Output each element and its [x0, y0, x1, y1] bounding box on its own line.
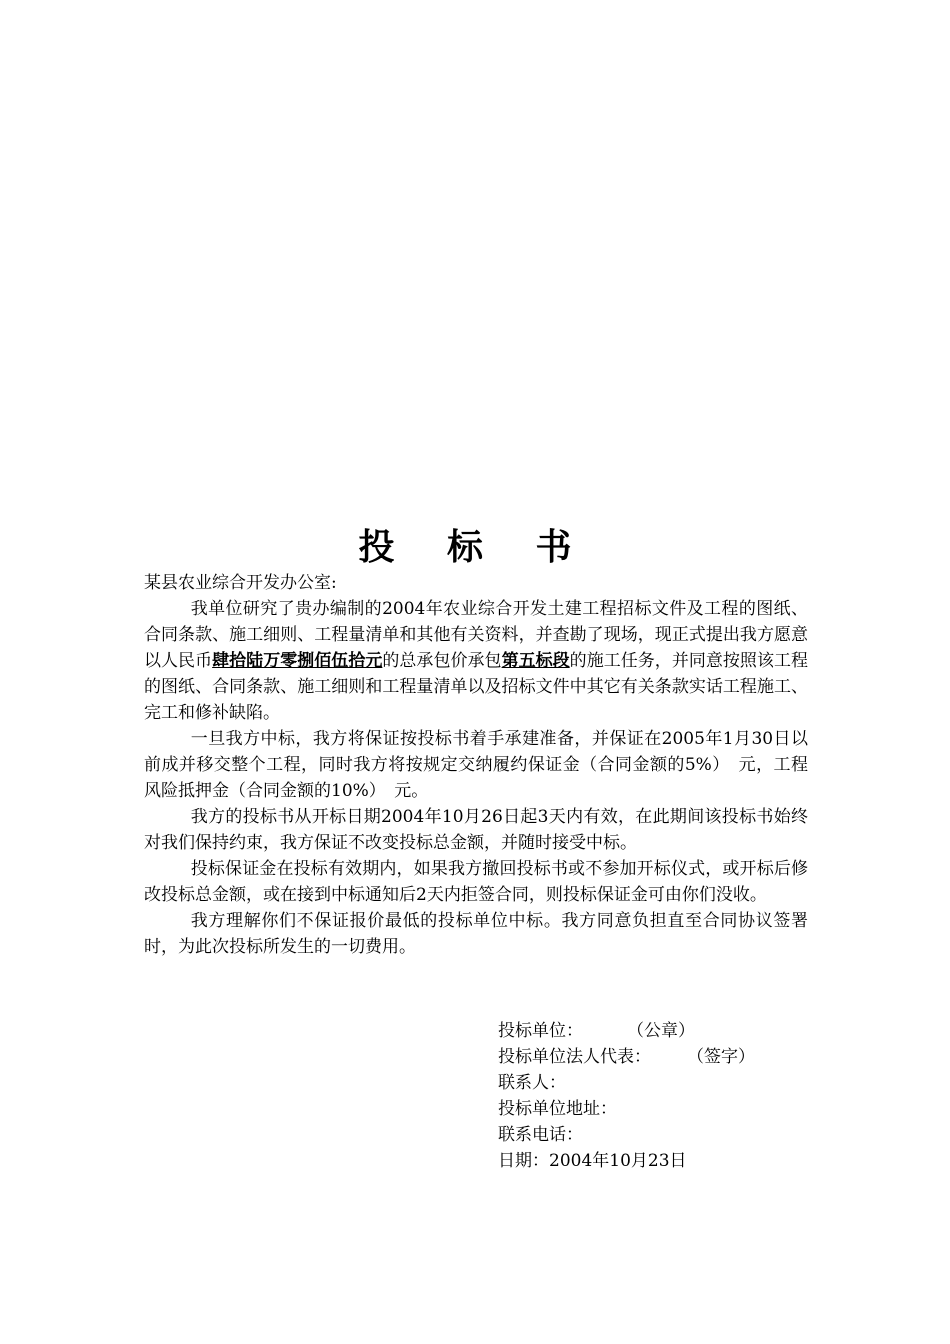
paragraph-1-pre: 我单位研究了贵办编制的2004年农业综合开发土建工程招标文件及工程的图纸、合同条款、施工细则、工程量清单和其他有关资料，并查勘了现场，现正式提出我方愿意以人民币 [144, 599, 808, 671]
document-title: 投 标 书 [358, 526, 592, 568]
bidder-line [498, 1018, 798, 1044]
phone-line: 联系电话： [498, 1125, 583, 1145]
bidder-label: 投标单位： [498, 1021, 583, 1041]
addressee: 某县农业综合开发办公室: [144, 573, 337, 593]
paragraph-1-mid: 的总承包价承包 [382, 651, 502, 671]
document-body [144, 570, 808, 960]
paragraph-3: 我方的投标书从开标日期2004年10月26日起3天内有效，在此期间该投标书始终对我们保持约束，我方保证不改变投标总金额，并随时接受中标。 [144, 807, 808, 853]
paragraph-5: 我方理解你们不保证报价最低的投标单位中标。我方同意负担直至合同协议签署时，为此次投标所发生的一切费用。 [144, 911, 808, 957]
date-line: 日期：2004年10月23日 [498, 1151, 687, 1171]
paragraph-4: 投标保证金在投标有效期内，如果我方撤回投标书或不参加开标仪式，或开标后修改投标总金额，或在接到中标通知后2天内拒签合同，则投标保证金可由你们没收。 [144, 859, 808, 905]
paragraph-1 [144, 596, 808, 726]
paragraph-1-post: 的施工任务，并同意按照该工程的图纸、合同条款、施工细则和工程量清单以及招标文件中其它有关条款实话工程施工、完工和修补缺陷。 [144, 651, 809, 723]
bidder-seal: （公章） [627, 1021, 695, 1041]
representative-label: 投标单位法人代表： [498, 1047, 651, 1067]
bid-section: 第五标段 [501, 651, 570, 671]
representative-line [498, 1044, 798, 1070]
signature-block [498, 1018, 798, 1174]
paragraph-2: 一旦我方中标，我方将保证按投标书着手承建准备，并保证在2005年1月30日以前成并移交整个工程，同时我方将按规定交纳履约保证金（合同金额的5%） 元，工程风险抵押金（合同金额的10%） 元。 [144, 729, 808, 801]
representative-sign: （签字） [687, 1047, 755, 1067]
bid-amount: 肆拾陆万零捌佰伍拾元 [212, 651, 383, 671]
contact-line: 联系人： [498, 1073, 566, 1093]
address-line: 投标单位地址： [498, 1099, 617, 1119]
